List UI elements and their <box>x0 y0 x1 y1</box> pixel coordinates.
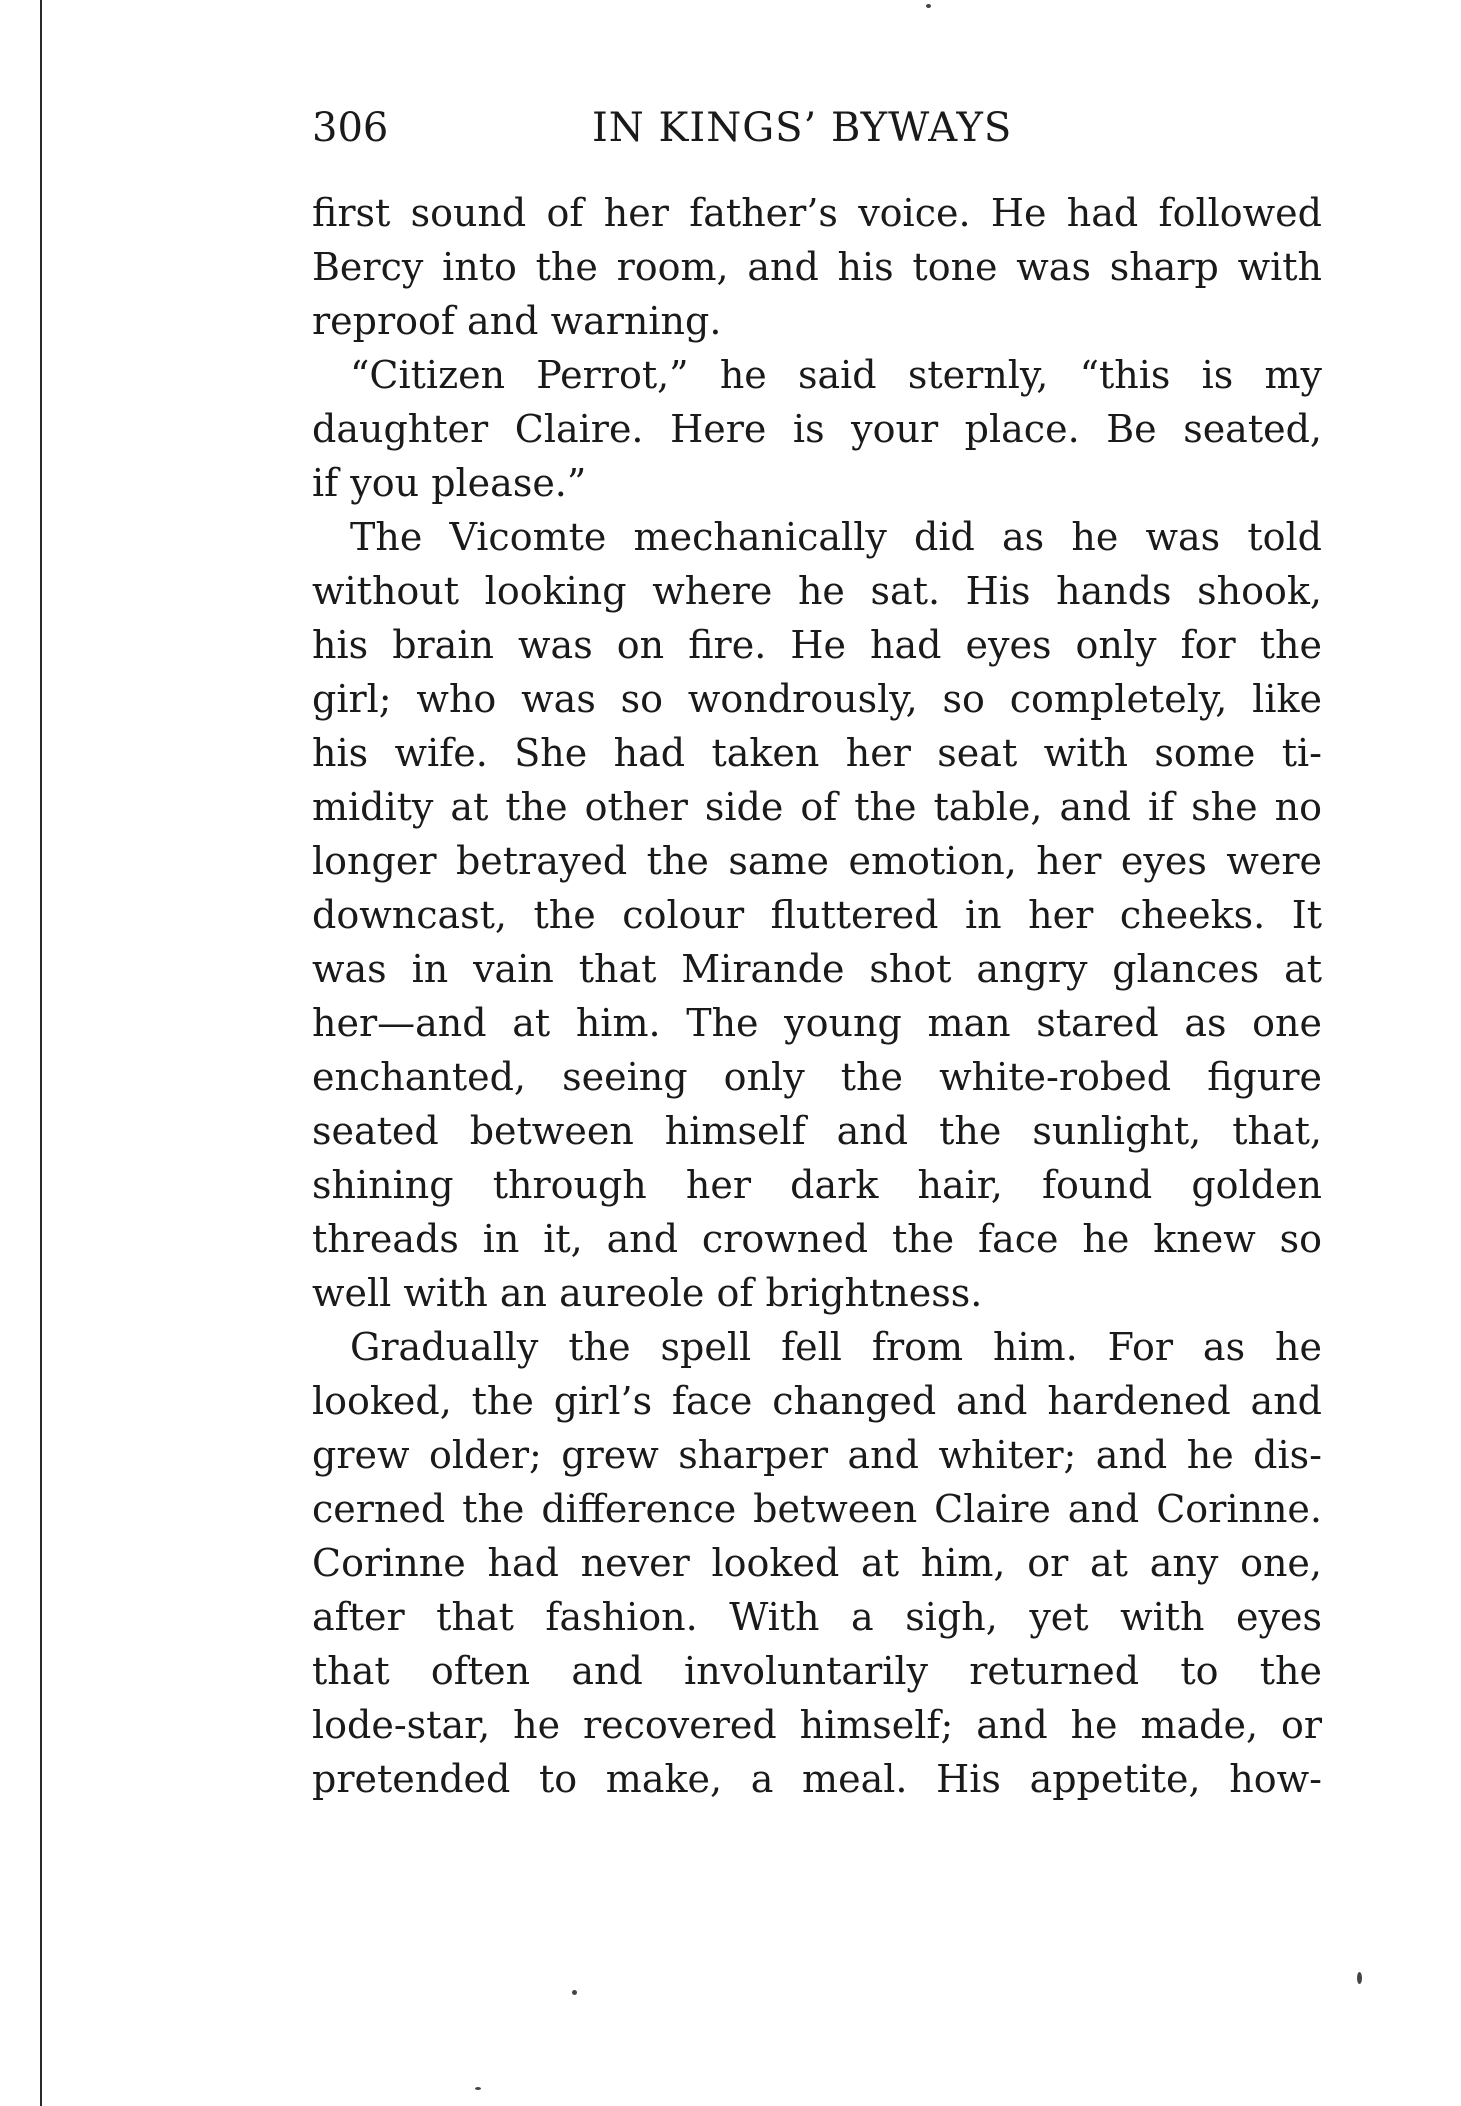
text-line: without looking where he sat. His hands shook, <box>312 569 1322 613</box>
page-header <box>312 105 1322 151</box>
text-line: threads in it, and crowned the face he knew so <box>312 1217 1322 1261</box>
text-line: downcast, the colour fluttered in her cheeks. It <box>312 893 1322 937</box>
text-line: first sound of her father’s voice. He had followed <box>312 191 1322 235</box>
text-line: “Citizen Perrot,” he said sternly, “this is my <box>350 353 1322 397</box>
scan-speck <box>572 1990 577 1995</box>
text-line: after that fashion. With a sigh, yet with eyes <box>312 1595 1322 1639</box>
page-number: 306 <box>312 105 389 151</box>
scan-speck <box>1357 1972 1362 1984</box>
scan-speck <box>926 4 931 8</box>
text-line: his wife. She had taken her seat with some ti- <box>312 731 1322 775</box>
text-line: Corinne had never looked at him, or at any one, <box>312 1541 1322 1585</box>
text-line: pretended to make, a meal. His appetite, how- <box>312 1757 1322 1801</box>
text-line: grew older; grew sharper and whiter; and he dis- <box>312 1433 1322 1477</box>
text-line: cerned the difference between Claire and Corinne. <box>312 1487 1322 1531</box>
text-line: longer betrayed the same emotion, her eyes were <box>312 839 1322 883</box>
text-line: that often and involuntarily returned to the <box>312 1649 1322 1693</box>
text-line: well with an aureole of brightness. <box>312 1271 983 1315</box>
text-line: if you please.” <box>312 461 587 505</box>
text-line: midity at the other side of the table, and if she no <box>312 785 1322 829</box>
gutter-line <box>40 0 42 2106</box>
text-line: reproof and warning. <box>312 299 722 343</box>
text-line: daughter Claire. Here is your place. Be seated, <box>312 407 1322 451</box>
text-line: was in vain that Mirande shot angry glances at <box>312 947 1322 991</box>
text-line: Gradually the spell fell from him. For as he <box>350 1325 1322 1369</box>
text-line: Bercy into the room, and his tone was sharp with <box>312 245 1322 289</box>
text-line: The Vicomte mechanically did as he was told <box>350 515 1322 559</box>
text-line: shining through her dark hair, found golden <box>312 1163 1322 1207</box>
text-line: her—and at him. The young man stared as one <box>312 1001 1322 1045</box>
text-line: seated between himself and the sunlight, that, <box>312 1109 1322 1153</box>
scan-speck <box>475 2087 481 2090</box>
text-line: girl; who was so wondrously, so completely, like <box>312 677 1322 721</box>
running-title: IN KINGS’ BYWAYS <box>592 105 1013 151</box>
text-line: looked, the girl’s face changed and hardened and <box>312 1379 1322 1423</box>
text-line: lode-star, he recovered himself; and he made, or <box>312 1703 1322 1747</box>
body-text <box>312 186 1322 1806</box>
text-line: enchanted, seeing only the white-robed figure <box>312 1055 1322 1099</box>
text-line: his brain was on fire. He had eyes only for the <box>312 623 1322 667</box>
